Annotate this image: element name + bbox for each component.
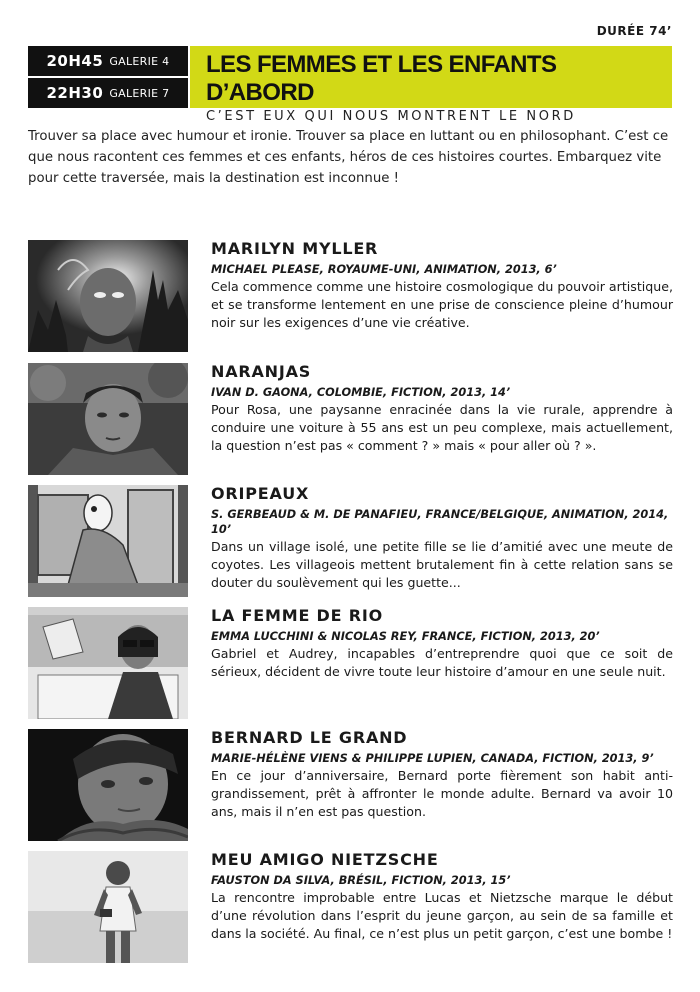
film-entry: [28, 240, 676, 352]
program-header: [28, 46, 672, 124]
screening-time: 22H30: [46, 84, 104, 102]
film-entry: [28, 485, 676, 597]
film-entry: [28, 851, 676, 963]
film-still-image: [28, 363, 188, 475]
film-title: MEU AMIGO NIETZSCHE: [211, 850, 439, 869]
film-credits: MICHAEL PLEASE, ROYAUME-UNI, ANIMATION, 2013, 6’: [211, 263, 557, 276]
film-info: [211, 240, 673, 352]
film-description: En ce jour d’anniversaire, Bernard porte fièrement son habit anti-grandissement, prêt à affronter le monde adulte. Bernard va avoir 10 ans, mais il n’en est pas question.: [211, 768, 673, 819]
film-entry: [28, 729, 676, 841]
film-credits: FAUSTON DA SILVA, BRÉSIL, FICTION, 2013, 15’: [211, 874, 511, 887]
screening-room: GALERIE 7: [109, 86, 170, 100]
film-credits: MARIE-HÉLÈNE VIENS & PHILIPPE LUPIEN, CANADA, FICTION, 2013, 9’: [211, 752, 654, 765]
film-credits: EMMA LUCCHINI & NICOLAS REY, FRANCE, FICTION, 2013, 20’: [211, 630, 600, 643]
film-info: [211, 607, 673, 719]
film-title: BERNARD LE GRAND: [211, 728, 408, 747]
program-title: LES FEMMES ET LES ENFANTS D’ABORD: [206, 51, 557, 106]
film-still-image: [28, 607, 188, 719]
film-description: Pour Rosa, une paysanne enracinée dans la vie rurale, apprendre à conduire une voiture à 55 ans est un peu complexe, mais actuellement, la question n’est pas « comment ? » mais « pour aller où ? ».: [211, 402, 673, 453]
film-credits: IVAN D. GAONA, COLOMBIE, FICTION, 2013, 14’: [211, 386, 511, 399]
schedule-box: [28, 46, 188, 108]
film-title: LA FEMME DE RIO: [211, 606, 384, 625]
film-credits: S. GERBEAUD & M. DE PANAFIEU, FRANCE/BELGIQUE, ANIMATION, 2014, 10’: [211, 508, 669, 536]
screening-time: 20H45: [46, 52, 104, 70]
film-description: Cela commence comme une histoire cosmologique du pouvoir artistique, et se transforme lentement en une prise de conscience pleine d’humour noir sur les exigences d’une vie créative.: [211, 279, 673, 330]
film-description: Gabriel et Audrey, incapables d’entreprendre quoi que ce soit de sérieux, décident de vivre toute leur histoire d’amour en une seule nuit.: [211, 646, 673, 679]
film-title: MARILYN MYLLER: [211, 239, 379, 258]
film-still-image: [28, 851, 188, 963]
film-entry: [28, 607, 676, 719]
schedule-row: [28, 46, 188, 76]
film-entry: [28, 363, 676, 475]
screening-room: GALERIE 4: [109, 54, 170, 68]
program-subtitle: C’EST EUX QUI NOUS MONTRENT LE NORD: [206, 109, 576, 124]
program-intro: Trouver sa place avec humour et ironie. Trouver sa place en luttant ou en philosophant. C’est ce que nous racontent ces femmes et ces enfants, héros de ces histoires courtes. Embarquez vite pour cette traversée, mais la destination est inconnue !: [28, 129, 669, 186]
film-description: Dans un village isolé, une petite fille se lie d’amitié avec une meute de coyotes. Les villageois mettent brutalement fin à cette relation sans se douter du soulèvement qui les guette...: [211, 539, 673, 590]
duration-label: DURÉE 74’: [596, 24, 672, 38]
film-still-image: [28, 729, 188, 841]
film-title: NARANJAS: [211, 362, 312, 381]
film-info: [211, 485, 673, 597]
schedule-row: [28, 76, 188, 108]
film-info: [211, 851, 673, 963]
program-title-box: [190, 46, 672, 124]
film-info: [211, 729, 673, 841]
film-still-image: [28, 485, 188, 597]
film-still-image: [28, 240, 188, 352]
film-info: [211, 363, 673, 475]
film-title: ORIPEAUX: [211, 484, 310, 503]
film-description: La rencontre improbable entre Lucas et Nietzsche marque le début d’une révolution dans l’esprit du jeune garçon, au sein de sa famille et dans la société. Au final, ce n’est plus un petit garçon, c’est une bombe !: [211, 890, 673, 941]
